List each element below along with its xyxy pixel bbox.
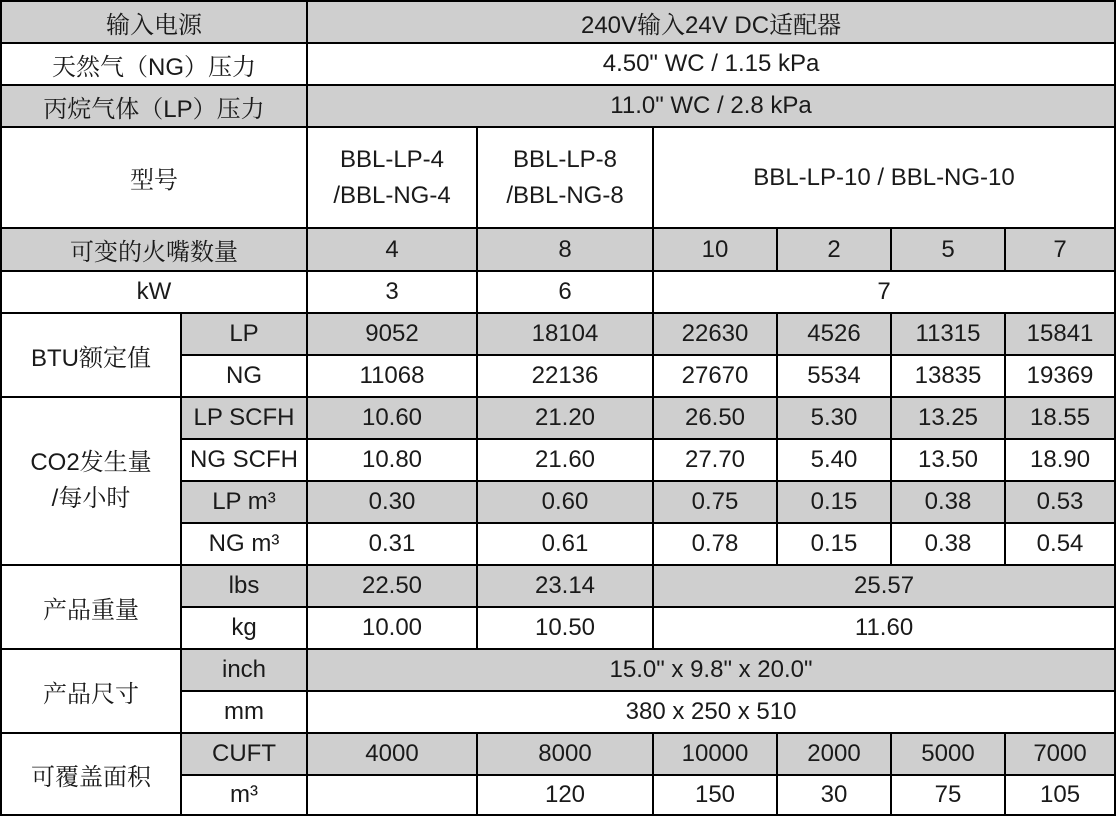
model-8-line1: BBL-LP-8 — [512, 145, 618, 173]
burners-value: 10 — [653, 228, 777, 271]
weight-kg-label: kg — [181, 607, 307, 649]
coverage-cuft-value: 4000 — [307, 733, 477, 775]
burners-value: 4 — [307, 228, 477, 271]
co2-ng-scfh-value: 21.60 — [477, 439, 653, 481]
co2-ng-m3-value: 0.54 — [1005, 523, 1115, 565]
row-lp-pressure — [1, 85, 1115, 127]
row-btu-lp — [1, 313, 1115, 355]
weight-kg-value: 10.00 — [307, 607, 477, 649]
btu-label: BTU额定值 — [1, 313, 181, 397]
coverage-m3-value: 120 — [477, 775, 653, 815]
row-model — [1, 127, 1115, 228]
btu-lp-value: 4526 — [777, 313, 891, 355]
coverage-cuft-value: 7000 — [1005, 733, 1115, 775]
co2-ng-scfh-label: NG SCFH — [181, 439, 307, 481]
co2-label-line1: CO2发生量 — [30, 449, 152, 476]
co2-lp-m3-value: 0.53 — [1005, 481, 1115, 523]
kw-value: 3 — [307, 271, 477, 313]
btu-ng-value: 22136 — [477, 355, 653, 397]
co2-lp-m3-value: 0.75 — [653, 481, 777, 523]
co2-lp-m3-value: 0.15 — [777, 481, 891, 523]
coverage-cuft-value: 10000 — [653, 733, 777, 775]
model-8 — [477, 127, 653, 228]
burners-value: 2 — [777, 228, 891, 271]
model-4-line1: BBL-LP-4 — [339, 145, 445, 173]
weight-lbs-value: 22.50 — [307, 565, 477, 607]
coverage-m3-value: 150 — [653, 775, 777, 815]
btu-ng-value: 19369 — [1005, 355, 1115, 397]
size-mm-value: 380 x 250 x 510 — [307, 691, 1115, 733]
co2-ng-scfh-value: 13.50 — [891, 439, 1005, 481]
coverage-m3-value: 30 — [777, 775, 891, 815]
coverage-m3-value: 105 — [1005, 775, 1115, 815]
btu-lp-value: 18104 — [477, 313, 653, 355]
co2-lp-scfh-value: 13.25 — [891, 397, 1005, 439]
coverage-cuft-value: 8000 — [477, 733, 653, 775]
row-ng-pressure — [1, 43, 1115, 85]
co2-ng-m3-value: 0.61 — [477, 523, 653, 565]
model-label: 型号 — [1, 127, 307, 228]
model-4 — [307, 127, 477, 228]
coverage-cuft-value: 2000 — [777, 733, 891, 775]
lp-pressure-label: 丙烷气体（LP）压力 — [1, 85, 307, 127]
co2-ng-m3-value: 0.78 — [653, 523, 777, 565]
btu-lp-value: 9052 — [307, 313, 477, 355]
co2-ng-m3-label: NG m³ — [181, 523, 307, 565]
weight-lbs-label: lbs — [181, 565, 307, 607]
coverage-cuft-label: CUFT — [181, 733, 307, 775]
weight-kg-value: 11.60 — [653, 607, 1115, 649]
coverage-m3-label: m³ — [181, 775, 307, 815]
btu-lp-value: 11315 — [891, 313, 1005, 355]
btu-ng-value: 11068 — [307, 355, 477, 397]
weight-lbs-value: 25.57 — [653, 565, 1115, 607]
size-inch-label: inch — [181, 649, 307, 691]
co2-lp-m3-value: 0.30 — [307, 481, 477, 523]
row-size-inch — [1, 649, 1115, 691]
row-power — [1, 1, 1115, 43]
btu-ng-label: NG — [181, 355, 307, 397]
co2-lp-m3-label: LP m³ — [181, 481, 307, 523]
btu-lp-value: 22630 — [653, 313, 777, 355]
co2-lp-scfh-value: 26.50 — [653, 397, 777, 439]
coverage-m3-value — [307, 775, 477, 815]
row-coverage-cuft — [1, 733, 1115, 775]
btu-lp-label: LP — [181, 313, 307, 355]
kw-label: kW — [1, 271, 307, 313]
co2-ng-scfh-value: 5.40 — [777, 439, 891, 481]
model-10: BBL-LP-10 / BBL-NG-10 — [653, 127, 1115, 228]
weight-label: 产品重量 — [1, 565, 181, 649]
btu-ng-value: 5534 — [777, 355, 891, 397]
power-label: 输入电源 — [1, 1, 307, 43]
kw-value: 7 — [653, 271, 1115, 313]
power-value: 240V输入24V DC适配器 — [307, 1, 1115, 43]
co2-label — [1, 397, 181, 565]
burners-value: 7 — [1005, 228, 1115, 271]
size-mm-label: mm — [181, 691, 307, 733]
row-kw — [1, 271, 1115, 313]
co2-lp-scfh-value: 21.20 — [477, 397, 653, 439]
co2-lp-scfh-value: 18.55 — [1005, 397, 1115, 439]
size-inch-value: 15.0" x 9.8" x 20.0" — [307, 649, 1115, 691]
co2-ng-m3-value: 0.31 — [307, 523, 477, 565]
co2-lp-m3-value: 0.60 — [477, 481, 653, 523]
row-co2-lp-scfh — [1, 397, 1115, 439]
co2-ng-scfh-value: 18.90 — [1005, 439, 1115, 481]
lp-pressure-value: 11.0" WC / 2.8 kPa — [307, 85, 1115, 127]
model-8-line2: /BBL-NG-8 — [506, 181, 624, 209]
kw-value: 6 — [477, 271, 653, 313]
coverage-cuft-value: 5000 — [891, 733, 1005, 775]
btu-ng-value: 27670 — [653, 355, 777, 397]
co2-ng-scfh-value: 27.70 — [653, 439, 777, 481]
burners-value: 8 — [477, 228, 653, 271]
co2-lp-scfh-label: LP SCFH — [181, 397, 307, 439]
co2-ng-m3-value: 0.15 — [777, 523, 891, 565]
burners-value: 5 — [891, 228, 1005, 271]
row-burners — [1, 228, 1115, 271]
row-weight-lbs — [1, 565, 1115, 607]
coverage-label: 可覆盖面积 — [1, 733, 181, 815]
model-4-line2: /BBL-NG-4 — [333, 181, 451, 209]
ng-pressure-value: 4.50" WC / 1.15 kPa — [307, 43, 1115, 85]
co2-ng-m3-value: 0.38 — [891, 523, 1005, 565]
co2-label-line2: /每小时 — [51, 485, 131, 512]
co2-ng-scfh-value: 10.80 — [307, 439, 477, 481]
size-label: 产品尺寸 — [1, 649, 181, 733]
weight-lbs-value: 23.14 — [477, 565, 653, 607]
btu-lp-value: 15841 — [1005, 313, 1115, 355]
co2-lp-m3-value: 0.38 — [891, 481, 1005, 523]
burners-label: 可变的火嘴数量 — [1, 228, 307, 271]
coverage-m3-value: 75 — [891, 775, 1005, 815]
co2-lp-scfh-value: 5.30 — [777, 397, 891, 439]
ng-pressure-label: 天然气（NG）压力 — [1, 43, 307, 85]
btu-ng-value: 13835 — [891, 355, 1005, 397]
weight-kg-value: 10.50 — [477, 607, 653, 649]
co2-lp-scfh-value: 10.60 — [307, 397, 477, 439]
